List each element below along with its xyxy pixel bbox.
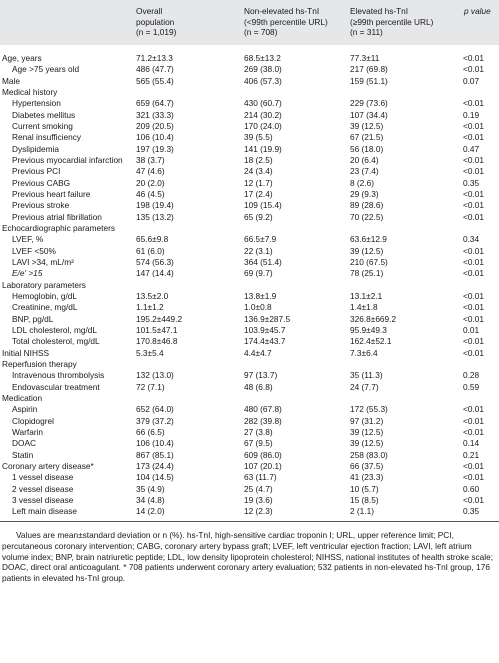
cell-p-value: [462, 223, 499, 234]
header-overall: Overall population (n = 1,019): [136, 6, 177, 38]
table-row: [0, 347, 499, 358]
row-label: Age >75 years old: [12, 64, 80, 75]
cell-p-value: 0.59: [463, 381, 480, 392]
cell-non-elevated: 430 (60.7): [244, 98, 282, 109]
cell-overall: 867 (85.1): [136, 449, 174, 460]
cell-p-value: <0.01: [463, 291, 484, 302]
table-row: [0, 279, 499, 290]
table-row: [0, 381, 499, 392]
row-label: Intravenous thrombolysis: [12, 370, 105, 381]
cell-p-value: 0.35: [463, 177, 480, 188]
cell-elevated: 10 (5.7): [350, 483, 379, 494]
table-row: [0, 313, 499, 324]
row-label: Initial NIHSS: [2, 347, 50, 358]
table-row: [0, 98, 499, 109]
cell-non-elevated: 406 (57.3): [244, 75, 282, 86]
cell-non-elevated: [242, 279, 348, 290]
row-label: Echocardiographic parameters: [2, 223, 115, 234]
cell-elevated: 24 (7.7): [350, 381, 379, 392]
cell-overall: [134, 87, 242, 98]
row-label: Medication: [2, 392, 43, 403]
cell-elevated: [348, 279, 462, 290]
table-row: [0, 75, 499, 86]
cell-p-value: <0.01: [463, 257, 484, 268]
table-row: [0, 223, 499, 234]
row-label: Previous PCI: [12, 166, 61, 177]
row-label: Renal insufficiency: [12, 132, 82, 143]
row-label: LDL cholesterol, mg/dL: [12, 325, 98, 336]
cell-overall: 132 (13.0): [136, 370, 174, 381]
table-row: [0, 64, 499, 75]
row-label: 3 vessel disease: [12, 494, 74, 505]
table-row: [0, 132, 499, 143]
cell-non-elevated: 269 (38.0): [244, 64, 282, 75]
header-elevated: Elevated hs-TnI (≥99th percentile URL) (n = 311): [350, 6, 434, 38]
table-row: [0, 461, 499, 472]
row-label: Creatinine, mg/dL: [12, 302, 78, 313]
cell-p-value: <0.01: [463, 98, 484, 109]
table-row: [0, 359, 499, 370]
cell-overall: [134, 393, 242, 404]
row-label: Medical history: [2, 87, 58, 98]
table-row: [0, 87, 499, 98]
cell-non-elevated: 4.4±4.7: [244, 347, 272, 358]
row-label: 2 vessel disease: [12, 483, 74, 494]
row-label: Hypertension: [12, 98, 61, 109]
cell-p-value: [462, 87, 499, 98]
cell-non-elevated: 68.5±13.2: [244, 53, 281, 64]
table-row: [0, 325, 499, 336]
cell-non-elevated: 12 (2.3): [244, 506, 273, 517]
cell-p-value: <0.01: [463, 347, 484, 358]
row-label: Reperfusion therapy: [2, 359, 77, 369]
cell-elevated: [348, 359, 462, 370]
table-row: [0, 393, 499, 404]
row-label: Previous heart failure: [12, 189, 91, 200]
row-label: DOAC: [12, 438, 36, 449]
cell-elevated: 39 (12.5): [350, 438, 384, 449]
cell-non-elevated: 69 (9.7): [244, 268, 273, 279]
cell-p-value: <0.01: [463, 200, 484, 211]
cell-overall: 659 (64.7): [136, 98, 174, 109]
cell-non-elevated: 18 (2.5): [244, 155, 273, 166]
cell-non-elevated: 214 (30.2): [244, 109, 282, 120]
cell-p-value: <0.01: [463, 155, 484, 166]
row-label: Warfarin: [12, 426, 44, 437]
row-label: Endovascular treatment: [12, 381, 100, 392]
table-row: [0, 415, 499, 426]
cell-non-elevated: 27 (3.8): [244, 426, 273, 437]
cell-non-elevated: 1.0±0.8: [244, 302, 272, 313]
table-row: [0, 143, 499, 154]
cell-overall: 565 (55.4): [136, 75, 174, 86]
table-row: [0, 370, 499, 381]
cell-p-value: <0.01: [463, 268, 484, 279]
cell-overall: 147 (14.4): [136, 268, 174, 279]
row-label: Previous CABG: [12, 177, 71, 188]
cell-elevated: 63.6±12.9: [350, 234, 387, 245]
cell-p-value: 0.07: [463, 75, 480, 86]
cell-non-elevated: 13.8±1.9: [244, 291, 277, 302]
cell-elevated: 35 (11.3): [350, 370, 383, 381]
cell-p-value: 0.19: [463, 109, 480, 120]
table-row: [0, 109, 499, 120]
cell-overall: 65.6±9.8: [136, 234, 169, 245]
cell-elevated: 67 (21.5): [350, 132, 384, 143]
cell-non-elevated: 66.5±7.9: [244, 234, 277, 245]
cell-non-elevated: 170 (24.0): [244, 121, 282, 132]
cell-non-elevated: 12 (1.7): [244, 177, 273, 188]
cell-overall: 106 (10.4): [136, 132, 174, 143]
cell-non-elevated: 103.9±45.7: [244, 325, 286, 336]
table-row: [0, 427, 499, 438]
cell-p-value: [462, 393, 499, 404]
table-row: [0, 177, 499, 188]
table-row: [0, 200, 499, 211]
cell-p-value: <0.01: [463, 302, 484, 313]
table-row: [0, 189, 499, 200]
cell-overall: 170.8±46.8: [136, 336, 178, 347]
table-row: [0, 404, 499, 415]
table-header-row: [0, 0, 499, 45]
cell-overall: 5.3±5.4: [136, 347, 164, 358]
cell-overall: 47 (4.6): [136, 166, 165, 177]
cell-non-elevated: 480 (67.8): [244, 404, 282, 415]
row-label: LAVI >34, mL/m²: [12, 257, 74, 268]
cell-p-value: <0.01: [463, 166, 484, 177]
cell-elevated: 13.1±2.1: [350, 291, 383, 302]
cell-elevated: 97 (31.2): [350, 415, 384, 426]
cell-non-elevated: 39 (5.5): [244, 132, 273, 143]
cell-elevated: 2 (1.1): [350, 506, 374, 517]
row-label: Left main disease: [12, 506, 78, 517]
cell-elevated: 217 (69.8): [350, 64, 388, 75]
cell-elevated: 39 (12.5): [350, 121, 384, 132]
table-row: [0, 495, 499, 506]
cell-elevated: 162.4±52.1: [350, 336, 392, 347]
cell-overall: 209 (20.5): [136, 121, 174, 132]
cell-overall: 101.5±47.1: [136, 325, 178, 336]
cell-overall: 486 (47.7): [136, 64, 174, 75]
table-row: [0, 506, 499, 517]
cell-elevated: [348, 223, 462, 234]
cell-p-value: <0.01: [463, 404, 484, 415]
cell-non-elevated: 136.9±287.5: [244, 313, 291, 324]
cell-overall: 574 (56.3): [136, 257, 174, 268]
cell-p-value: <0.01: [463, 132, 484, 143]
cell-elevated: 29 (9.3): [350, 189, 379, 200]
cell-non-elevated: [242, 393, 348, 404]
table-row: [0, 121, 499, 132]
cell-overall: 198 (19.4): [136, 200, 174, 211]
cell-non-elevated: 24 (3.4): [244, 166, 273, 177]
table-row: [0, 268, 499, 279]
cell-p-value: <0.01: [463, 472, 484, 483]
cell-elevated: 326.8±669.2: [350, 313, 397, 324]
row-label: Total cholesterol, mg/dL: [12, 336, 100, 347]
cell-non-elevated: [242, 87, 348, 98]
cell-overall: 379 (37.2): [136, 415, 174, 426]
cell-non-elevated: 65 (9.2): [244, 211, 273, 222]
table-row: [0, 449, 499, 460]
row-label: Previous atrial fibrillation: [12, 211, 102, 222]
cell-elevated: 8 (2.6): [350, 177, 374, 188]
cell-overall: 197 (19.3): [136, 143, 174, 154]
table-row: [0, 234, 499, 245]
cell-non-elevated: 25 (4.7): [244, 483, 273, 494]
table-row: [0, 302, 499, 313]
cell-p-value: 0.47: [463, 143, 480, 154]
cell-non-elevated: 19 (3.6): [244, 494, 273, 505]
cell-overall: 104 (14.5): [136, 472, 174, 483]
cell-elevated: [348, 87, 462, 98]
table-footnote: Values are mean±standard deviation or n (%). hs-TnI, high-sensitive cardiac troponin I; URL, upper reference limit; PCI, percutaneous coronary intervention; CABG, coronary artery bypass graft; LVEF, left ventricular ejection fraction; LAVI, left atrium volume index; BNP, brain natriuretic peptide; LDL, low density lipoprotein cholesterol; NIHSS, national institutes of health stroke scale; DOAC, direct oral anticoagulant. * 708 patients underwent coronary artery evaluation; 532 patients in non-elevated hs-TnI group, 176 patients in elevated hs-TnI group.: [2, 530, 494, 584]
cell-p-value: <0.01: [463, 426, 484, 437]
cell-overall: 195.2±449.2: [136, 313, 183, 324]
cell-overall: 14 (2.0): [136, 506, 165, 517]
cell-non-elevated: 22 (3.1): [244, 245, 273, 256]
table-row: [0, 166, 499, 177]
row-label: Male: [2, 75, 20, 86]
cell-p-value: <0.01: [463, 211, 484, 222]
cell-p-value: <0.01: [463, 245, 484, 256]
table-body: [0, 45, 499, 517]
table-row: [0, 472, 499, 483]
cell-elevated: 159 (51.1): [350, 75, 388, 86]
row-label: Age, years: [2, 53, 42, 64]
cell-overall: [134, 279, 242, 290]
table-row: [0, 483, 499, 494]
cell-p-value: <0.01: [463, 64, 484, 75]
cell-overall: 38 (3.7): [136, 155, 165, 166]
cell-elevated: 172 (55.3): [350, 404, 388, 415]
cell-p-value: 0.34: [463, 234, 480, 245]
row-label: 1 vessel disease: [12, 472, 74, 483]
cell-overall: [134, 359, 242, 370]
cell-overall: 321 (33.3): [136, 109, 174, 120]
cell-p-value: 0.28: [463, 370, 480, 381]
cell-overall: 61 (6.0): [136, 245, 165, 256]
row-label: Clopidogrel: [12, 415, 54, 426]
cell-overall: 71.2±13.3: [136, 53, 173, 64]
cell-p-value: <0.01: [463, 336, 484, 347]
cell-elevated: 66 (37.5): [350, 460, 384, 471]
cell-non-elevated: 107 (20.1): [244, 460, 282, 471]
cell-non-elevated: 109 (15.4): [244, 200, 282, 211]
cell-elevated: 258 (83.0): [350, 449, 388, 460]
cell-overall: 35 (4.9): [136, 483, 165, 494]
table-row: [0, 245, 499, 256]
cell-p-value: <0.01: [463, 313, 484, 324]
table-row: [0, 336, 499, 347]
row-label: Laboratory parameters: [2, 279, 86, 290]
cell-overall: 72 (7.1): [136, 381, 165, 392]
table-row: [0, 155, 499, 166]
header-p-value: p value: [464, 6, 491, 16]
cell-overall: 106 (10.4): [136, 438, 174, 449]
cell-non-elevated: [242, 223, 348, 234]
cell-elevated: 7.3±6.4: [350, 347, 378, 358]
cell-p-value: <0.01: [463, 415, 484, 426]
cell-elevated: 70 (22.5): [350, 211, 384, 222]
header-non-elevated: Non-elevated hs-TnI (<99th percentile URL) (n = 708): [244, 6, 328, 38]
cell-elevated: 89 (28.6): [350, 200, 384, 211]
table-row: [0, 257, 499, 268]
cell-p-value: 0.14: [463, 438, 480, 449]
cell-elevated: [348, 393, 462, 404]
cell-elevated: 20 (6.4): [350, 155, 379, 166]
cell-overall: 13.5±2.0: [136, 291, 169, 302]
cell-elevated: 107 (34.4): [350, 109, 388, 120]
cell-overall: 20 (2.0): [136, 177, 165, 188]
row-label: Statin: [12, 449, 34, 460]
table-row: [0, 211, 499, 222]
cell-elevated: 210 (67.5): [350, 257, 388, 268]
cell-non-elevated: 174.4±43.7: [244, 336, 286, 347]
cell-elevated: 39 (12.5): [350, 245, 384, 256]
cell-elevated: 78 (25.1): [350, 268, 384, 279]
cell-p-value: [462, 359, 499, 370]
cell-p-value: <0.01: [463, 189, 484, 200]
row-label: Previous stroke: [12, 200, 70, 211]
row-label: Dyslipidemia: [12, 143, 60, 154]
cell-elevated: 56 (18.0): [350, 143, 384, 154]
cell-p-value: <0.01: [463, 460, 484, 471]
row-label: LVEF, %: [12, 234, 44, 245]
cell-non-elevated: 17 (2.4): [244, 189, 273, 200]
cell-elevated: 1.4±1.8: [350, 302, 378, 313]
cell-overall: 135 (13.2): [136, 211, 174, 222]
cell-non-elevated: 48 (6.8): [244, 381, 273, 392]
cell-non-elevated: 609 (86.0): [244, 449, 282, 460]
cell-p-value: 0.60: [463, 483, 480, 494]
cell-non-elevated: 364 (51.4): [244, 257, 282, 268]
row-label: Hemoglobin, g/dL: [12, 291, 78, 302]
cell-elevated: 229 (73.6): [350, 98, 388, 109]
table-row: [0, 45, 499, 64]
row-label: Coronary artery disease*: [2, 460, 94, 471]
table-row: [0, 438, 499, 449]
cell-non-elevated: 141 (19.9): [244, 143, 282, 154]
cell-elevated: 95.9±49.3: [350, 325, 387, 336]
cell-elevated: 15 (8.5): [350, 494, 379, 505]
cell-non-elevated: 63 (11.7): [244, 472, 277, 483]
cell-overall: 66 (6.5): [136, 426, 165, 437]
header-variable: [0, 0, 134, 45]
cell-p-value: 0.21: [463, 449, 480, 460]
cell-elevated: 23 (7.4): [350, 166, 379, 177]
row-label: Aspirin: [12, 404, 38, 415]
cell-non-elevated: [242, 359, 348, 370]
row-label: E/e′ >15: [12, 268, 43, 279]
cell-p-value: 0.35: [463, 506, 480, 517]
cell-p-value: [462, 279, 499, 290]
cell-p-value: <0.01: [463, 53, 484, 64]
cell-overall: 652 (64.0): [136, 404, 174, 415]
cell-p-value: <0.01: [463, 121, 484, 132]
cell-p-value: 0.01: [463, 325, 480, 336]
cell-overall: 1.1±1.2: [136, 302, 164, 313]
cell-elevated: 39 (12.5): [350, 426, 384, 437]
row-label: Current smoking: [12, 121, 73, 132]
cell-overall: 173 (24.4): [136, 460, 174, 471]
cell-overall: 34 (4.8): [136, 494, 165, 505]
row-label: BNP, pg/dL: [12, 313, 54, 324]
cell-elevated: 41 (23.3): [350, 472, 384, 483]
cell-non-elevated: 67 (9.5): [244, 438, 273, 449]
cell-overall: 46 (4.5): [136, 189, 165, 200]
cell-p-value: <0.01: [463, 494, 484, 505]
cell-non-elevated: 282 (39.8): [244, 415, 282, 426]
cell-non-elevated: 97 (13.7): [244, 370, 278, 381]
row-label: LVEF <50%: [12, 245, 56, 256]
row-label: Diabetes mellitus: [12, 109, 76, 120]
cell-overall: [134, 223, 242, 234]
table-bottom-rule: [0, 521, 499, 522]
row-label: Previous myocardial infarction: [12, 155, 123, 166]
cell-elevated: 77.3±11: [350, 53, 380, 64]
table-row: [0, 291, 499, 302]
